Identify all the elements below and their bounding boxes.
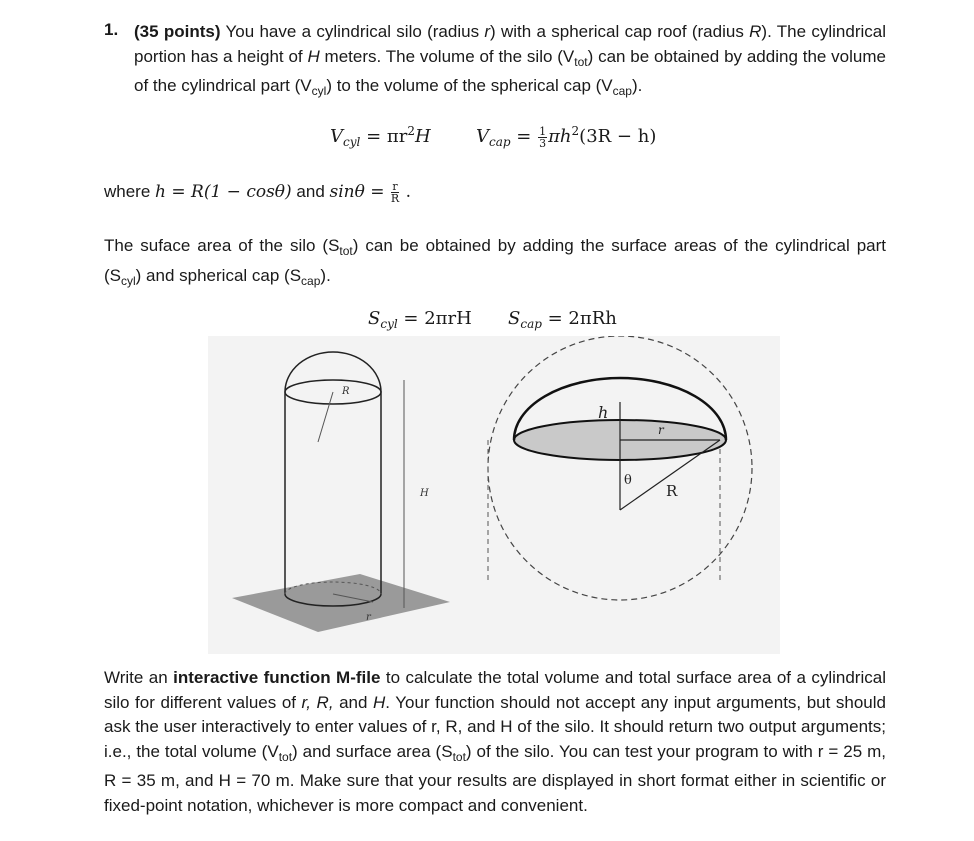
label-R: R — [666, 482, 678, 500]
fraction-one-third: $\frac{1}{3}$ — [539, 124, 547, 150]
label-R-small: R — [342, 386, 350, 397]
equation-vcyl: $V_{cyl} = \pi r^2H$ — [330, 124, 431, 149]
label-H: H — [420, 488, 429, 499]
task-bold: interactive function M-file — [173, 668, 381, 687]
question-number: 1. — [104, 20, 119, 39]
label-r-small: r — [366, 612, 371, 623]
points-label: (35 points) — [134, 22, 221, 41]
fraction-r-over-R: $\frac{r}{R}$ — [390, 180, 400, 205]
question-intro: (35 points) You have a cylindrical silo (radius r) with a spherical cap roof (radius R). The cylindrical portion has a height of H meters. The volume of the silo $(V_{tot})$ can be obtained by adding the volume of the cylindrical part $(V_{cyl})$ to the volume of the spherical cap $(V_{cap})$. — [134, 22, 886, 98]
equation-scyl: $S_{cyl} = 2\pi rH$ — [368, 308, 472, 331]
label-theta: θ — [624, 473, 632, 488]
equation-h-definition: where h = R(1 − cosθ) and sinθ = $\frac{r}{R}$ . — [104, 180, 412, 205]
silo-figure — [208, 336, 780, 654]
task-paragraph: Write an interactive function M-file to calculate the total volume and total surface area of a cylindrical silo for different values of r, R, and H. Your function should not accept any input arguments, but should ask the user interactively to enter values of r, R, and H of the silo. It should return two output arguments; i.e., the total volume $(V_{tot})$ and surface area $(S_{tot})$ of the silo. You can test your program to with r = 25 m, R = 35 m, and H = 70 m. Make sure that your results are displayed in short format either in scientific or fixed-point notation, whichever is more compact and convenient. — [104, 668, 886, 815]
label-h: h — [598, 403, 609, 422]
equation-scap: $S_{cap} = 2\pi Rh$ — [508, 308, 617, 331]
ground-plane — [232, 574, 450, 632]
silo-diagram — [208, 336, 780, 654]
label-r: r — [658, 423, 664, 437]
radius-line-R — [318, 392, 333, 442]
cylinder-shape — [285, 352, 381, 606]
equation-vcap: $V_{cap}$ = $\frac{1}{3}$ $\pi h^2(3R - h)$ — [476, 124, 657, 150]
surface-area-paragraph: The suface area of the silo $(S_{tot})$ can be obtained by adding the surface areas of the cylindrical part $(S_{cyl})$ and spherical cap $(S_{cap})$. — [104, 236, 887, 288]
